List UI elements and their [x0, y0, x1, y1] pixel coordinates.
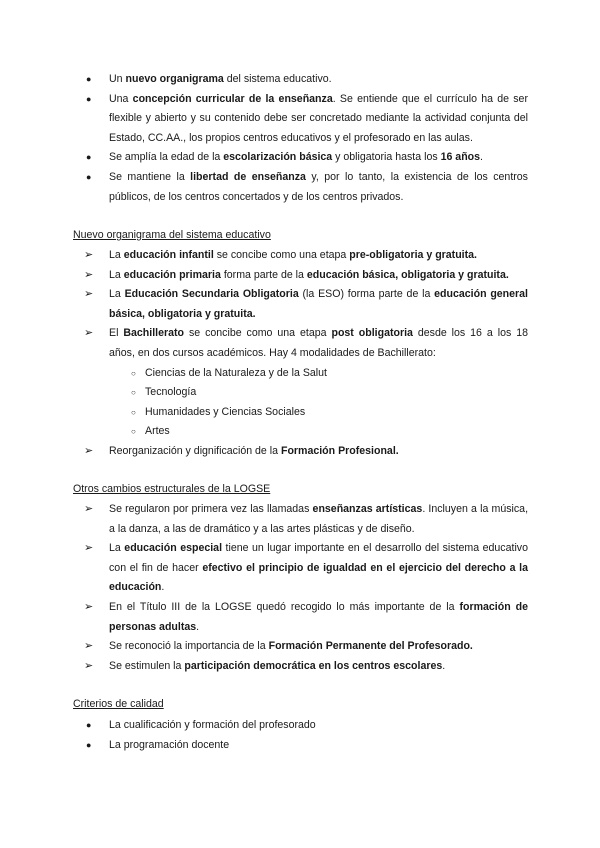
- text-run: Se mantiene la: [109, 170, 191, 183]
- modalidad-item: ○ Artes: [109, 422, 528, 442]
- text-run: Se regularon por primera vez las llamadas: [109, 503, 313, 515]
- modalidades-list: [109, 364, 528, 442]
- text-run: La: [109, 542, 125, 555]
- text-run: La: [109, 288, 125, 301]
- text-run: .: [161, 581, 165, 594]
- intro-item: [72, 70, 528, 90]
- organigrama-item: [72, 442, 528, 462]
- bold-text: escolarización básica: [223, 151, 333, 164]
- bold-text: educación básica, obligatoria y gratuita.: [306, 268, 509, 281]
- text-run: y obligatoria hasta los: [332, 151, 441, 164]
- bold-text: Formación Permanente del Profesorado.: [268, 640, 473, 653]
- intro-item: [72, 90, 528, 149]
- text-run: Se reconoció la importancia de la: [109, 640, 269, 653]
- bullet-icon: ●: [86, 74, 92, 84]
- text-run: En el Título III de la LOGSE quedó recogido lo más importante de la: [109, 600, 460, 613]
- text-run: forma parte de la: [220, 268, 307, 281]
- bold-text: concepción curricular de la enseñanza: [132, 92, 333, 105]
- intro-item: [72, 148, 528, 168]
- text-run: .: [196, 620, 200, 633]
- text-run: se concibe como una etapa: [213, 249, 350, 261]
- bold-text: 16 años: [440, 151, 481, 164]
- text-run: se concibe como una etapa: [184, 327, 332, 340]
- arrow-bullet-icon: ➢: [84, 640, 94, 653]
- text-run: Reorganización y dignificación de la: [109, 444, 281, 457]
- bullet-icon: ●: [86, 739, 92, 750]
- bold-text: Formación Profesional.: [280, 444, 399, 457]
- bold-text: educación primaria: [123, 268, 221, 281]
- intro-list: [72, 70, 528, 207]
- intro-item: [72, 168, 528, 207]
- arrow-bullet-icon: ➢: [84, 327, 94, 340]
- organigrama-item: [72, 266, 528, 286]
- cambios-item: [72, 657, 528, 677]
- arrow-bullet-icon: ➢: [84, 503, 94, 515]
- bold-text: pre-obligatoria y gratuita.: [349, 249, 477, 261]
- bullet-icon: ●: [86, 152, 92, 163]
- circle-bullet-icon: ○: [131, 368, 136, 378]
- arrow-bullet-icon: ➢: [84, 249, 94, 261]
- cambios-item: [72, 539, 528, 598]
- arrow-bullet-icon: ➢: [84, 659, 94, 672]
- criterio-item: ● La cualificación y formación del profesorado: [72, 716, 528, 736]
- criterios-list: [72, 716, 528, 755]
- bold-text: participación democrática en los centros escolares: [184, 659, 443, 672]
- text-run: .: [442, 659, 446, 672]
- text-run: Una: [109, 92, 133, 105]
- cambios-list: [72, 500, 528, 676]
- bold-text: efectivo el principio de igualdad en el ejercicio del derecho a la educación: [109, 561, 529, 594]
- arrow-bullet-icon: ➢: [84, 542, 94, 555]
- criterio-item: ● La programación docente: [72, 736, 528, 756]
- arrow-bullet-icon: ➢: [84, 268, 94, 281]
- cambios-item: [72, 500, 528, 539]
- circle-bullet-icon: ○: [131, 427, 136, 437]
- text-run: desde los 16 a los 18 años, en dos cursos académicos. Hay 4 modalidades de Bachillerato:: [109, 327, 528, 359]
- organigrama-item: [72, 246, 528, 266]
- circle-bullet-icon: ○: [131, 407, 136, 417]
- organigrama-list: [72, 246, 528, 462]
- bold-text: educación general básica, obligatoria y gratuita.: [109, 288, 528, 320]
- text-run: La: [109, 268, 124, 281]
- text-run: Se amplía la edad de la: [109, 151, 224, 164]
- text-run: tiene un lugar importante en el desarrollo del sistema educativo con el fin de hacer: [109, 542, 528, 574]
- text-run: .: [480, 151, 483, 164]
- modalidad-item: ○ Humanidades y Ciencias Sociales: [109, 403, 528, 423]
- section-heading: Criterios de calidad: [73, 698, 164, 710]
- text-run: (la ESO) forma parte de la: [298, 288, 435, 301]
- section-heading: Otros cambios estructurales de la LOGSE: [73, 483, 271, 495]
- bold-text: educación infantil: [123, 249, 214, 261]
- text-run: Se estimulen la: [109, 659, 185, 672]
- cambios-item: [72, 598, 528, 637]
- bullet-icon: ●: [86, 171, 92, 182]
- bold-text: Bachillerato: [123, 327, 185, 340]
- bold-text: formación de personas adultas: [109, 600, 528, 633]
- organigrama-item: [72, 285, 528, 324]
- circle-bullet-icon: ○: [131, 388, 136, 398]
- text-run: del sistema educativo.: [223, 73, 332, 85]
- bullet-icon: ●: [86, 720, 92, 730]
- arrow-bullet-icon: ➢: [84, 444, 94, 457]
- text-run: Un: [109, 73, 126, 85]
- modalidad-item: ○ Tecnología: [109, 383, 528, 403]
- modalidad-item: ○ Ciencias de la Naturaleza y de la Salut: [109, 364, 528, 384]
- arrow-bullet-icon: ➢: [84, 288, 94, 301]
- bold-text: Educación Secundaria Obligatoria: [124, 288, 299, 301]
- bold-text: educación especial: [124, 542, 223, 555]
- text-run: La: [109, 249, 124, 261]
- text-run: El: [109, 327, 124, 340]
- bold-text: nuevo organigrama: [125, 73, 224, 85]
- text-run: . Incluyen a la música, a la danza, a las de dramático y a las artes plásticas y de diseño.: [109, 503, 529, 535]
- text-run: y, por lo tanto, la existencia de los centros públicos, de los centros concertados y de los centros privados.: [109, 170, 528, 203]
- section-heading: Nuevo organigrama del sistema educativo: [73, 229, 271, 241]
- cambios-item: [72, 637, 528, 657]
- arrow-bullet-icon: ➢: [84, 600, 94, 613]
- bold-text: post obligatoria: [331, 327, 413, 340]
- bold-text: libertad de enseñanza: [190, 170, 306, 183]
- organigrama-item: [72, 324, 528, 442]
- text-run: . Se entiende que el currículo ha de ser flexible y abierto y su contenido debe ser concretado mediante la actividad conjunta del Estado, CC.AA., los propios centros educativos y el profesorado en las aulas.: [109, 92, 528, 144]
- bullet-icon: ●: [86, 93, 92, 104]
- bold-text: enseñanzas artísticas: [312, 503, 423, 515]
